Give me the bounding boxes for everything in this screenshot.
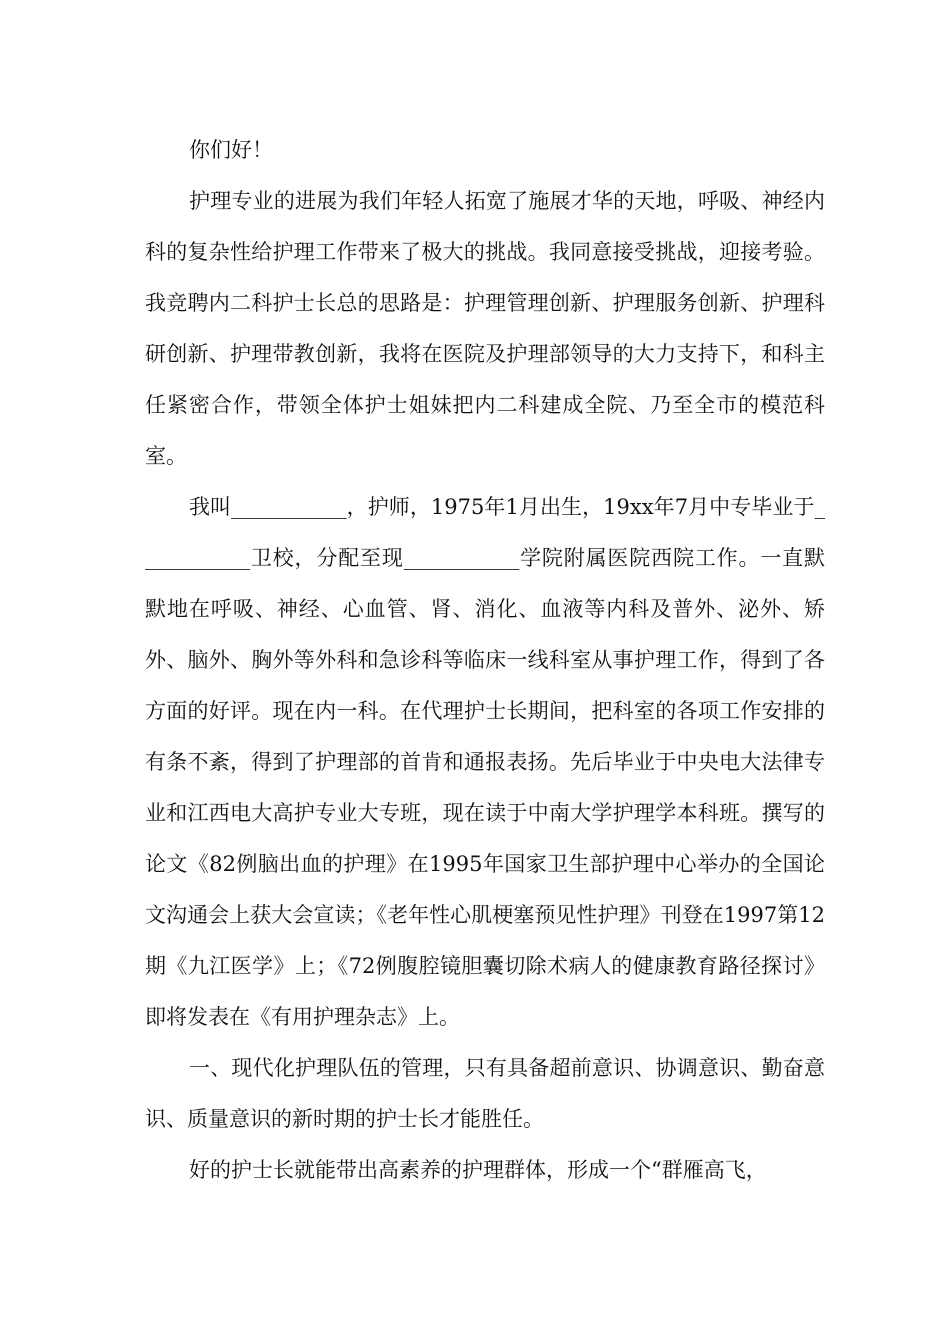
document-body	[145, 125, 825, 1196]
background-paragraph: 我叫___________，护师，1975年1月出生，19xx年7月中专毕业于___________卫校，分配至现___________学院附属医院西院工作。一直默默地在呼吸、神经、心血管、肾、消化、血液等内科及普外、泌外、矫外、脑外、胸外等外科和急诊科等临床一线科室从事护理工作，得到了各方面的好评。现在内一科。在代理护士长期间，把科室的各项工作安排的有条不紊，得到了护理部的首肯和通报表扬。先后毕业于中央电大法律专业和江西电大高护专业大专班，现在读于中南大学护理学本科班。撰写的论文《82例脑出血的护理》在1995年国家卫生部护理中心举办的全国论文沟通会上获大会宣读；《老年性心肌梗塞预见性护理》刊登在1997第12期《九江医学》上；《72例腹腔镜胆囊切除术病人的健康教育路径探讨》即将发表在《有用护理杂志》上。	[145, 495, 825, 1029]
closing-paragraph: 好的护士长就能带出高素养的护理群体，形成一个“群雁高飞，	[189, 1158, 767, 1182]
section-one-paragraph: 一、现代化护理队伍的管理，只有具备超前意识、协调意识、勤奋意识、质量意识的新时期的护士长才能胜任。	[145, 1056, 825, 1131]
greeting-paragraph: 你们好！	[189, 138, 273, 162]
intro-paragraph: 护理专业的进展为我们年轻人拓宽了施展才华的天地，呼吸、神经内科的复杂性给护理工作带来了极大的挑战。我同意接受挑战，迎接考验。我竞聘内二科护士长总的思路是：护理管理创新、护理服务创新、护理科研创新、护理带教创新，我将在医院及护理部领导的大力支持下，和科主任紧密合作，带领全体护士姐妹把内二科建成全院、乃至全市的模范科室。	[145, 189, 825, 468]
